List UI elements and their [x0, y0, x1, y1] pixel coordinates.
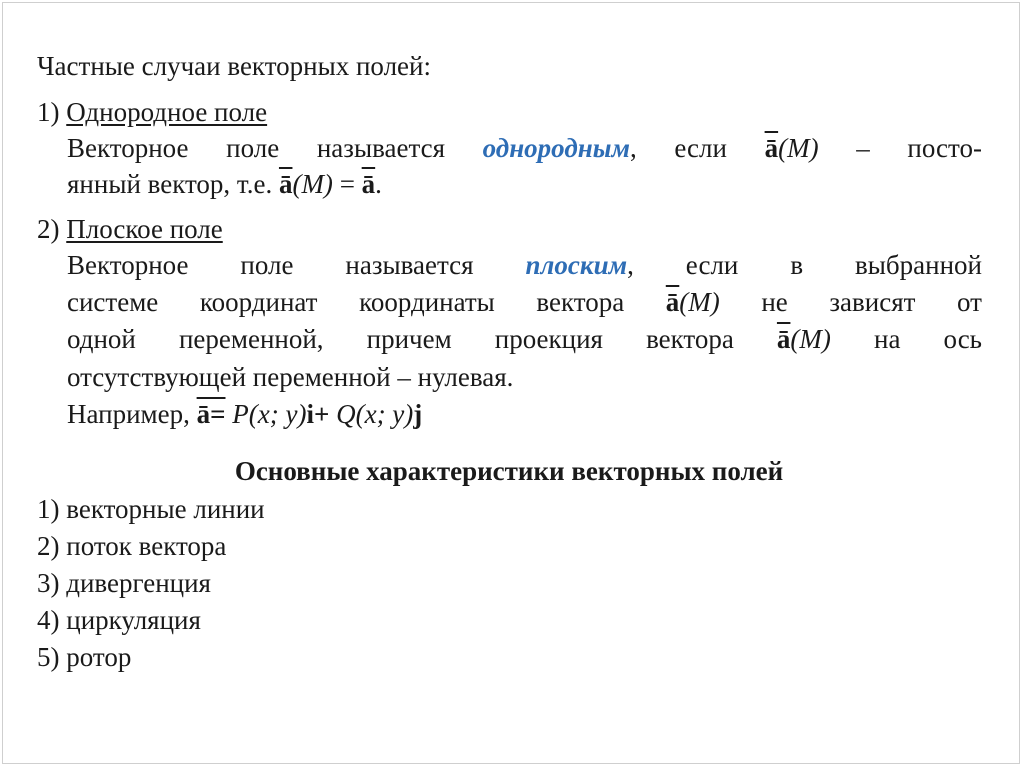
vector-a: ā=: [196, 399, 226, 429]
list-item: 5) ротор: [37, 642, 132, 672]
case2-number: 2): [37, 214, 60, 244]
list-item: 2) поток вектора: [37, 531, 227, 561]
list-item: 4) циркуляция: [37, 605, 201, 635]
list-item: 1) векторные линии: [37, 494, 265, 524]
vector-a: $\overline{ā}$: [278, 169, 293, 199]
case1-number: 1): [37, 97, 60, 127]
vector-a: $\overline{ā}$: [665, 287, 680, 317]
characteristics-heading: Основные характеристики векторных полей: [234, 456, 784, 486]
case2-heading: [37, 216, 223, 243]
vector-a: $\overline{ā}$: [361, 169, 376, 199]
vector-a: $\overline{ā}$: [764, 133, 779, 163]
case2-name: Плоское поле: [66, 214, 223, 244]
vector-a: $\overline{ā}$: [776, 324, 791, 354]
term-uniform: однородным: [482, 133, 630, 163]
case1-heading: [37, 99, 267, 126]
page-title: Частные случаи векторных полей:: [37, 51, 431, 81]
case2-line1: Векторное поле называется плоским, если в выбранной: [67, 250, 982, 280]
case2-line2: системе координат координаты вектора $\overline{ā}(M)$ не зависят от: [67, 287, 982, 317]
case1-name: Однородное поле: [66, 97, 268, 127]
case2-line3: одной переменной, причем проекция вектора $\overline{ā}(M)$ на ось: [67, 324, 982, 354]
list-item: 3) дивергенция: [37, 568, 211, 598]
case1-line2: янный вектор, т.е. $\overline{ā}(M) = \overline{ā}$.: [67, 169, 382, 199]
case1-line1: Векторное поле называется однородным, если $\overline{ā}(M)$ – посто-: [67, 133, 982, 163]
case2-example: Например, ā= P(x; y)i+ Q(x; y)j: [67, 399, 423, 429]
case2-line4: отсутствующей переменной – нулевая.: [67, 362, 514, 392]
term-plane: плоским: [525, 250, 628, 280]
